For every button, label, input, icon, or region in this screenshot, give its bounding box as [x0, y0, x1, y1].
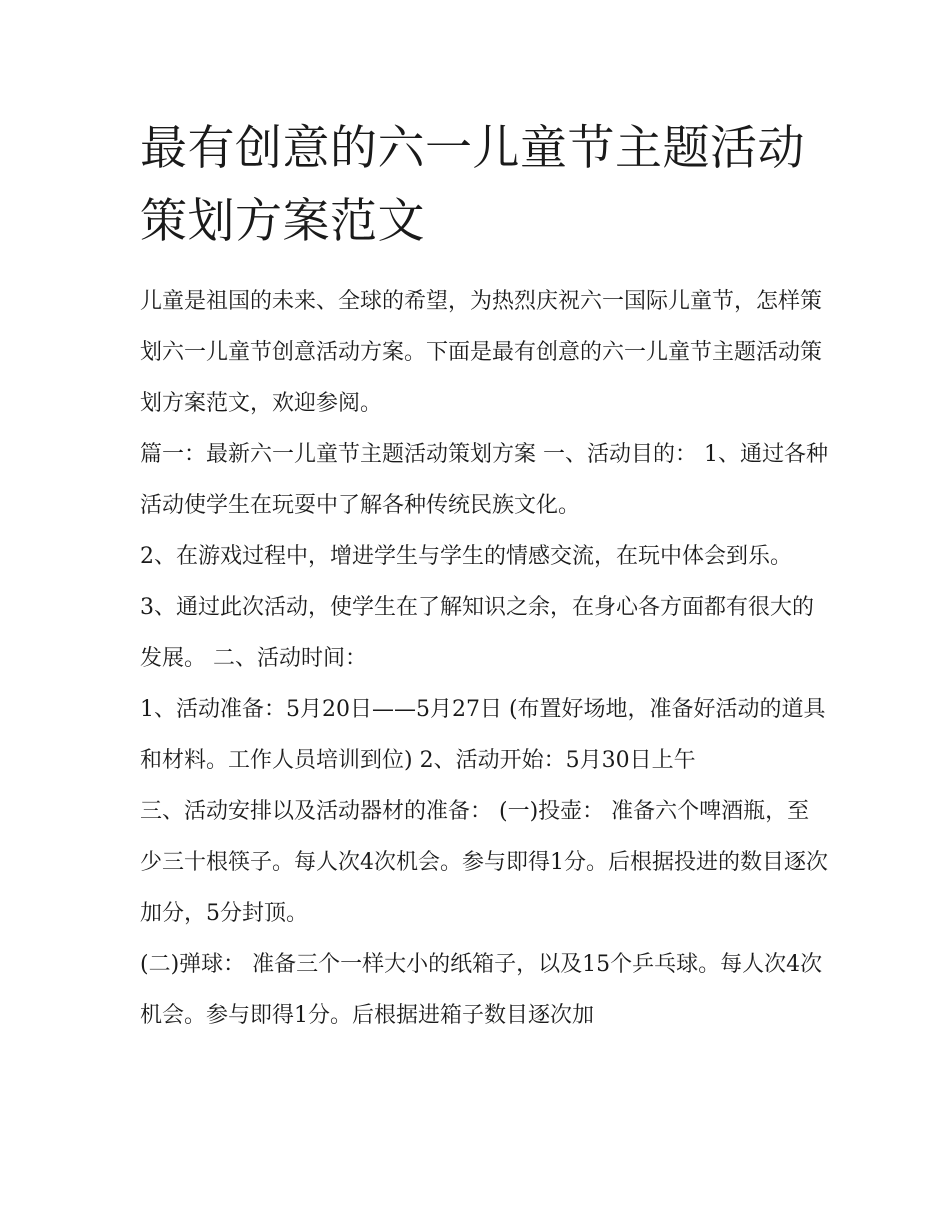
paragraph-arrangement-pitch-pot: 三、活动安排以及活动器材的准备： (一)投壶： 准备六个啤酒瓶，至少三十根筷子。每人次4次机会。参与即得1分。后根据投进的数目逐次加分，5分封顶。	[140, 799, 828, 926]
paragraph-schedule: 1、活动准备：5月20日——5月27日 (布置好场地，准备好活动的道具和材料。工作人员培训到位) 2、活动开始：5月30日上午	[140, 697, 826, 773]
paragraph-part-one-purpose: 篇一：最新六一儿童节主题活动策划方案 一、活动目的： 1、通过各种活动使学生在玩耍中了解各种传统民族文化。	[140, 442, 828, 518]
paragraph-intro: 儿童是祖国的未来、全球的希望，为热烈庆祝六一国际儿童节，怎样策划六一儿童节创意活动方案。下面是最有创意的六一儿童节主题活动策划方案范文，欢迎参阅。	[140, 289, 823, 416]
document-body	[140, 276, 830, 1041]
document-title: 最有创意的六一儿童节主题活动策划方案范文	[140, 121, 805, 249]
paragraph-bounce-ball: (二)弹球： 准备三个一样大小的纸箱子，以及15个乒乓球。每人次4次机会。参与即得1分。后根据进箱子数目逐次加	[140, 952, 823, 1028]
paragraph-purpose-items: 2、在游戏过程中，增进学生与学生的情感交流，在玩中体会到乐。 3、通过此次活动，使学生在了解知识之余，在身心各方面都有很大的发展。 二、活动时间：	[140, 544, 814, 671]
